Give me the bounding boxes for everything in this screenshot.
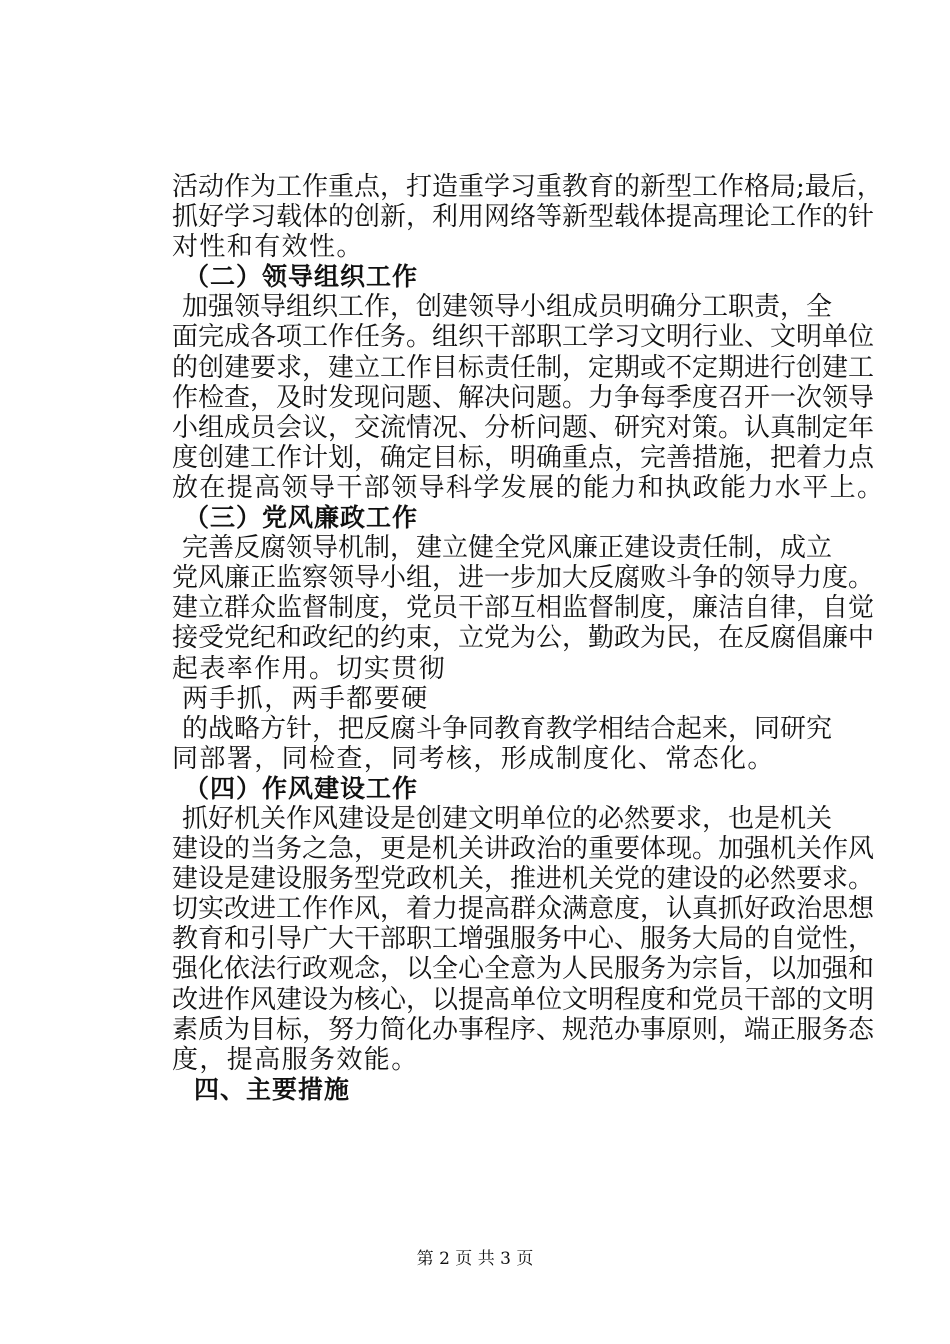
paragraph-line: 面完成各项工作任务。组织干部职工学习文明行业、文明单位 [172,322,875,353]
section-heading: （四）作风建设工作 [184,773,419,803]
paragraph-line: 强化依法行政观念，以全心全意为人民服务为宗旨，以加强和 [172,954,875,985]
paragraph-line: 度创建工作计划，确定目标，明确重点，完善措施，把着力点 [172,442,875,473]
paragraph-line: 改进作风建设为核心，以提高单位文明程度和党员干部的文明 [172,984,875,1015]
paragraph-line: 素质为目标，努力简化办事程序、规范办事原则，端正服务态 [172,1014,875,1045]
document-body [172,172,885,1105]
page-footer: 第 2 页 共 3 页 [416,1249,534,1269]
paragraph-line: 作检查，及时发现问题、解决问题。力争每季度召开一次领导 [172,382,875,413]
paragraph-first-line: 加强领导组织工作，创建领导小组成员明确分工职责，全 [182,292,833,323]
paragraph-first-line: 的战略方针，把反腐斗争同教育教学相结合起来，同研究 [182,713,833,744]
paragraph-line: 党风廉正监察领导小组，进一步加大反腐败斗争的领导力度。 [172,563,875,594]
paragraph-line: 小组成员会议，交流情况、分析问题、研究对策。认真制定年 [172,412,875,443]
paragraph-line: 抓好学习载体的创新，利用网络等新型载体提高理论工作的针 [172,202,875,233]
paragraph-line: 起表率作用。切实贯彻 [172,653,447,684]
paragraph-line: 建立群众监督制度，党员干部互相监督制度，廉洁自律，自觉 [172,593,875,624]
paragraph-first-line: 两手抓，两手都要硬 [182,683,429,714]
paragraph-line: 活动作为工作重点，打造重学习重教育的新型工作格局;最后， [172,172,883,202]
paragraph-line: 建设是建设服务型党政机关，推进机关党的建设的必然要求。 [172,864,875,895]
paragraph-line: 切实改进工作作风，着力提高群众满意度，认真抓好政治思想 [172,894,875,925]
paragraph-line: 教育和引导广大干部职工增强服务中心、服务大局的自觉性， [172,924,875,955]
paragraph-first-line: 抓好机关作风建设是创建文明单位的必然要求，也是机关 [182,803,833,834]
section-heading: （二）领导组织工作 [184,262,419,292]
paragraph-first-line: 完善反腐领导机制，建立健全党风廉正建设责任制，成立 [182,533,833,564]
section-heading: （三）党风廉政工作 [184,503,419,533]
paragraph-line: 度，提高服务效能。 [172,1044,419,1075]
paragraph-line: 同部署，同检查，同考核，形成制度化、常态化。 [172,743,775,774]
main-section-heading: 四、主要措施 [194,1074,351,1104]
paragraph-line: 接受党纪和政纪的约束，立党为公，勤政为民，在反腐倡廉中 [172,623,875,654]
paragraph-line: 对性和有效性。 [172,232,364,263]
paragraph-line: 建设的当务之急，更是机关讲政治的重要体现。加强机关作风 [172,834,875,865]
paragraph-line: 的创建要求，建立工作目标责任制，定期或不定期进行创建工 [172,352,875,383]
paragraph-line: 放在提高领导干部领导科学发展的能力和执政能力水平上。 [172,472,885,503]
